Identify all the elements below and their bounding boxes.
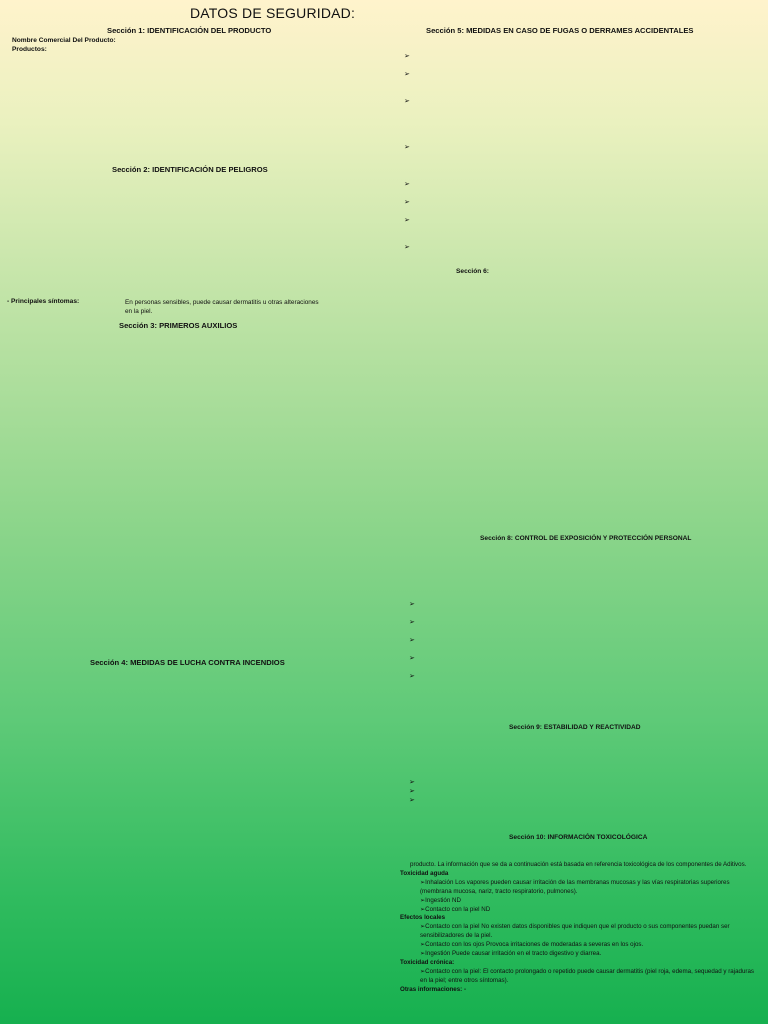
section-6-title: Sección 6: [456, 268, 489, 275]
efectos-locales-item: ➢Ingestión Puede causar irritación en el tracto digestivo y diarrea. [420, 950, 602, 958]
bullet-icon: ➢ [409, 637, 415, 644]
symptoms-label: - Principales síntomas: [7, 298, 80, 305]
section-8-title: Sección 8: CONTROL DE EXPOSICIÓN Y PROTECCIÓN PERSONAL [480, 535, 692, 542]
bullet-icon: ➢ [409, 655, 415, 662]
symptoms-text: En personas sensibles, puede causar dermatitis u otras alteraciones en la piel. [125, 299, 319, 315]
bullet-icon: ➢ [404, 244, 410, 251]
toxicidad-aguda-label: Toxicidad aguda [400, 869, 449, 877]
toxicidad-aguda-item: ➢Inhalación Los vapores pueden causar irritación de las membranas mucosas y las vías respiratorias superiores (membrana mucosa, nariz, tracto respiratorio, pulmones). [420, 878, 730, 895]
otras-informaciones-label: Otras informaciones: - [400, 985, 467, 993]
toxicology-block [400, 861, 760, 995]
efectos-locales-item: ➢Contacto con la piel No existen datos disponibles que indiquen que el producto o sus componentes puedan ser sensibilizadores de la piel. [420, 923, 730, 940]
field-productos: Productos: [12, 46, 47, 53]
section-2-title: Sección 2: IDENTIFICACIÓN DE PELIGROS [112, 165, 268, 174]
toxicidad-aguda-item: ➢Contacto con la piel ND [420, 905, 491, 913]
section-1-title: Sección 1: IDENTIFICACIÓN DEL PRODUCTO [107, 26, 272, 35]
field-nombre-comercial: Nombre Comercial Del Producto: [12, 37, 116, 44]
page-title: DATOS DE SEGURIDAD: [190, 5, 356, 21]
toxicology-intro: producto. La información que se da a continuación está basada en referencia toxicológica de los componentes de Aditivos. [410, 861, 747, 868]
section-5-title: Sección 5: MEDIDAS EN CASO DE FUGAS O DERRAMES ACCIDENTALES [426, 26, 694, 35]
toxicidad-cronica-label: Toxicidad crónica: [400, 958, 455, 966]
bullet-icon: ➢ [404, 144, 410, 151]
bullet-icon: ➢ [409, 797, 415, 804]
bullet-icon: ➢ [409, 601, 415, 608]
bullet-icon: ➢ [404, 71, 410, 78]
bullet-icon: ➢ [409, 673, 415, 680]
efectos-locales-label: Efectos locales [400, 914, 446, 922]
bullet-icon: ➢ [409, 779, 415, 786]
bullet-icon: ➢ [409, 619, 415, 626]
efectos-locales-item: ➢Contacto con los ojos Provoca irritaciones de moderadas a severas en los ojos. [420, 941, 644, 949]
bullet-icon: ➢ [404, 98, 410, 105]
bullet-icon: ➢ [409, 788, 415, 795]
toxicidad-aguda-item: ➢Ingestión ND [420, 896, 461, 904]
section-9-title: Sección 9: ESTABILIDAD Y REACTIVIDAD [509, 724, 641, 731]
section-10-title: Sección 10: INFORMACIÓN TOXICOLÓGICA [509, 834, 648, 841]
toxicidad-cronica-item: ➢Contacto con la piel: El contacto prolongado o repetido puede causar dermatitis (piel roja, edema, sequedad y rajaduras en la piel; entre otros síntomas). [420, 967, 755, 984]
bullet-icon: ➢ [404, 181, 410, 188]
bullet-icon: ➢ [404, 199, 410, 206]
section-4-title: Sección 4: MEDIDAS DE LUCHA CONTRA INCENDIOS [90, 658, 285, 667]
bullet-icon: ➢ [404, 217, 410, 224]
bullet-icon: ➢ [404, 53, 410, 60]
section-3-title: Sección 3: PRIMEROS AUXILIOS [119, 321, 238, 330]
